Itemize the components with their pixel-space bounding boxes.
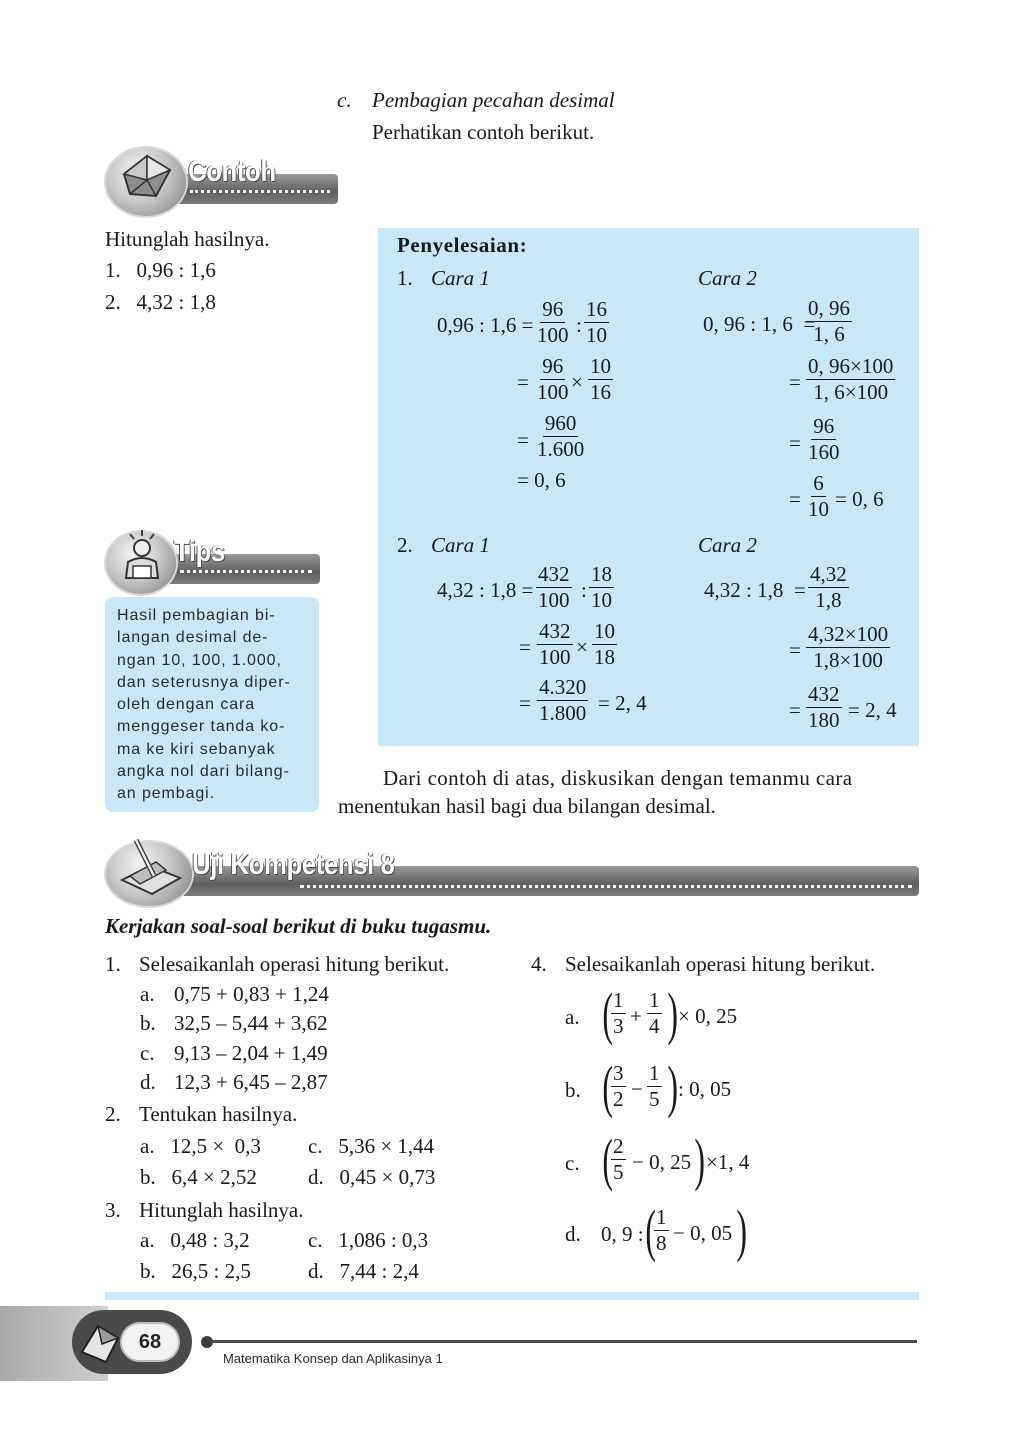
expression-lhs: 0, 96 : 1, 6 = [703,312,816,336]
question-text: Hitunglah hasilnya. [139,1198,304,1222]
fraction: $\frac{10}{18}$ [594,619,615,669]
equals-sign: = [789,487,801,511]
operator: : [581,578,587,602]
question-text: Selesaikanlah operasi hitung berikut. [565,952,876,976]
person-icon [116,528,168,590]
sub-item: c. 5,36 × 1,44 [308,1134,435,1158]
tips-text-line: ma ke kiri sebanyak [117,740,276,758]
example-item: 1. 0,96 : 1,6 [105,258,216,282]
expression-prefix: 0, 9 : [601,1222,644,1246]
operator: × [576,635,588,659]
left-paren: ( [602,981,613,1046]
right-paren: ) [667,1054,678,1119]
part-number: 2. [397,533,413,557]
equals-sign: = [789,638,801,662]
fraction: $\frac{4.320}{1.800}$ [539,675,587,725]
section-label: c. [337,88,352,112]
expression-lhs: 4,32 : 1,8 = [437,578,534,602]
tips-text-line: ngan 10, 100, 1.000, [117,651,282,669]
fraction: $\frac{18}{10}$ [591,562,612,612]
fraction: $\frac{1}{5}$ [649,1061,660,1111]
tips-text-line: oleh dengan cara [117,696,256,714]
right-paren: ) [694,1127,705,1192]
footer-rule [210,1340,917,1343]
sub-item-text: 0,75 + 0,83 + 1,24 [174,982,329,1006]
left-paren: ( [602,1127,613,1192]
expression-lhs: 0,96 : 1,6 = [437,313,534,337]
tips-text-line: an pembagi. [117,785,215,803]
expression-tail: × 0, 25 [678,1004,738,1028]
fraction: $\frac{4,32}{1,8}$ [810,562,847,612]
fraction: $\frac{960}{1.600}$ [537,411,585,461]
expression-middle: − 0, 25 [632,1150,692,1174]
sub-item-text: 32,5 – 5,44 + 3,62 [174,1011,328,1035]
fraction: $\frac{1}{4}$ [649,988,660,1038]
equals-sign: = [789,698,801,722]
cara-2-label: Cara 2 [698,266,757,290]
fraction: $\frac{96}{100}$ [537,354,569,404]
uji-instruction: Kerjakan soal-soal berikut di buku tugasmu. [105,914,492,938]
sub-item-label: c. [565,1151,580,1175]
cara-2-label: Cara 2 [698,533,757,557]
sub-item-label: a. [140,982,155,1006]
sub-item: b. 6,4 × 2,52 [140,1165,257,1189]
sub-item: d. 0,45 × 0,73 [308,1165,436,1189]
right-paren: ) [736,1198,747,1263]
cara-1-label: Cara 1 [431,533,490,557]
question-number: 2. [105,1102,121,1126]
expression-tail: ×1, 4 [706,1150,750,1174]
fraction: $\frac{432}{100}$ [538,562,570,612]
equals-sign: = [519,691,531,715]
question-number: 4. [531,952,547,976]
fraction: $\frac{3}{2}$ [613,1061,624,1111]
tips-text-line: angka nol dari bilang- [117,763,290,781]
result: = 0, 6 [517,468,566,492]
expression-tail: : 0, 05 [678,1077,732,1101]
equals-sign: = [517,428,529,452]
right-paren: ) [667,981,678,1046]
sub-item-label: b. [140,1011,156,1035]
operator: × [571,370,583,394]
result: = 2, 4 [598,691,647,715]
part-number: 1. [397,266,413,290]
sub-item: d. 7,44 : 2,4 [308,1259,419,1283]
tips-text-line: langan desimal de- [117,629,269,647]
solution-heading: Penyelesaian: [397,233,528,257]
fraction: $\frac{0, 96}{1, 6}$ [808,296,850,346]
section-intro: Perhatikan contoh berikut. [372,120,595,144]
fraction: $\frac{432}{180}$ [808,682,840,732]
sub-item: b. 26,5 : 2,5 [140,1259,251,1283]
sub-item-label: d. [565,1222,581,1246]
equals-sign: = [789,431,801,455]
expression-lhs: 4,32 : 1,8 = [704,578,806,602]
left-paren: ( [645,1198,656,1263]
equals-sign: = [517,370,529,394]
result: = 0, 6 [835,487,884,511]
fraction: $\frac{4,32\times 100}{1,8\times 100}$ [808,622,889,672]
tips-text-line: dan seterusnya diper- [117,673,291,691]
fraction: $\frac{6}{10}$ [808,471,829,521]
book-title: Matematika Konsep dan Aplikasinya 1 [223,1351,443,1366]
tips-text-line: menggeser tanda ko- [117,718,286,736]
tips-text-line: Hasil pembagian bi- [117,607,276,624]
example-prompt: Hitunglah hasilnya. [105,227,270,251]
sub-item: a. 0,48 : 3,2 [140,1228,250,1252]
contoh-title: Contoh [188,155,276,188]
page-number: 68 [138,1331,162,1353]
question-text: Tentukan hasilnya. [139,1102,298,1126]
fraction: $\frac{2}{5}$ [613,1134,624,1184]
sub-item-label: a. [565,1005,580,1029]
left-paren: ( [602,1054,613,1119]
question-number: 1. [105,952,121,976]
sub-item-label: b. [565,1078,581,1102]
sub-item-text: 9,13 – 2,04 + 1,49 [174,1041,328,1065]
operator: − [631,1077,643,1101]
fraction: $\frac{16}{10}$ [586,297,607,347]
sub-item: a. 12,5 × 0,3 [140,1134,261,1158]
sub-item-text: 12,3 + 6,45 – 2,87 [174,1070,328,1094]
discussion-text: menentukan hasil bagi dua bilangan desimal. [338,794,716,818]
cube-icon [116,146,178,208]
section-divider [105,1292,919,1300]
sub-item-label: c. [140,1041,155,1065]
fraction: $\frac{1}{3}$ [613,988,624,1038]
question-text: Selesaikanlah operasi hitung berikut. [139,952,450,976]
sub-item-label: d. [140,1070,156,1094]
fraction: $\frac{432}{100}$ [539,619,571,669]
uji-title: Uji Kompetensi 8 [192,848,395,881]
question-number: 3. [105,1198,121,1222]
fraction: $\frac{0, 96\times 100}{1, 6\times 100}$ [808,354,894,404]
pencil-icon [110,832,190,902]
fraction: $\frac{96}{160}$ [808,414,840,464]
fraction: $\frac{1}{8}$ [656,1205,667,1255]
section-title: Pembagian pecahan desimal [372,88,615,112]
discussion-text: Dari contoh di atas, diskusikan dengan temanmu cara [383,766,853,790]
fraction: $\frac{96}{100}$ [537,297,569,347]
tips-title: Tips [174,535,225,568]
operator: : [576,313,582,337]
expression-middle: − 0, 05 [673,1221,733,1245]
fraction: $\frac{10}{16}$ [590,354,611,404]
example-item: 2. 4,32 : 1,8 [105,290,216,314]
sub-item: c. 1,086 : 0,3 [308,1228,429,1252]
result: = 2, 4 [848,698,897,722]
equals-sign: = [519,635,531,659]
equals-sign: = [789,370,801,394]
operator: + [630,1004,642,1028]
cara-1-label: Cara 1 [431,266,490,290]
tips-box [105,597,319,812]
